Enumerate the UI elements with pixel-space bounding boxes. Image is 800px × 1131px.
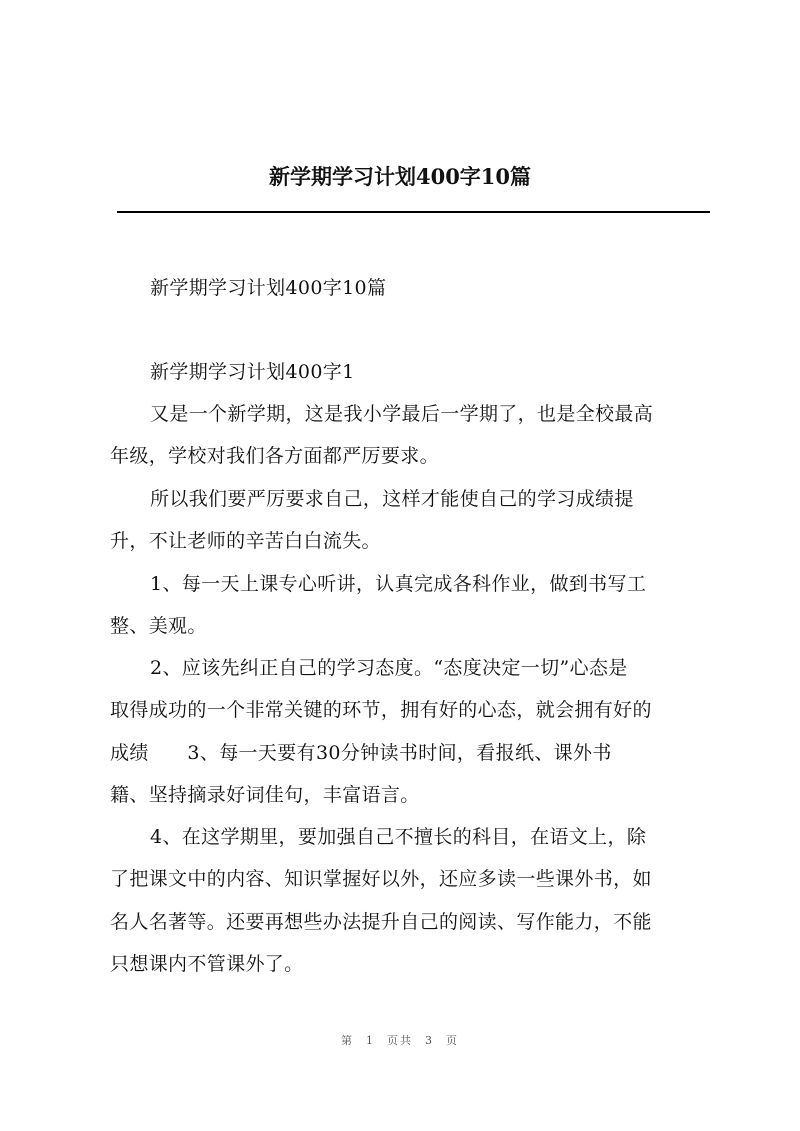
title-divider [117, 211, 710, 213]
body-line: 整、美观。 [110, 615, 207, 637]
body-line: 新学期学习计划400字1 [150, 361, 355, 383]
footer-middle: 页共 [387, 1034, 413, 1047]
footer-page-total: 3 [425, 1034, 434, 1047]
body-line: 只想课内不管课外了。 [110, 953, 304, 975]
body-line: 4、在这学期里，要加强自己不擅长的科目，在语文上，除 [150, 826, 647, 848]
body-line: 又是一个新学期，这是我小学最后一学期了，也是全校最高 [150, 403, 654, 425]
body-line: 新学期学习计划400字10篇 [150, 277, 387, 299]
body-line: 1、每一天上课专心听讲，认真完成各科作业，做到书写工 [150, 573, 647, 595]
document-title: 新学期学习计划400字10篇 [268, 164, 532, 189]
body-line: 年级，学校对我们各方面都严厉要求。 [110, 445, 439, 467]
body-line: 了把课文中的内容、知识掌握好以外，还应多读一些课外书，如 [110, 868, 652, 890]
body-line: 籍、坚持摘录好词佳句，丰富语言。 [110, 784, 420, 806]
body-line: 成绩 3、每一天要有30分钟读书时间，看报纸、课外书 [110, 742, 612, 764]
body-line: 升，不让老师的辛苦白白流失。 [110, 530, 381, 552]
body-line: 所以我们要严厉要求自己，这样才能使自己的学习成绩提 [150, 488, 634, 510]
body-line: 名人名著等。还要再想些办法提升自己的阅读、写作能力，不能 [110, 911, 652, 933]
body-line: 取得成功的一个非常关键的环节，拥有好的心态，就会拥有好的 [110, 699, 652, 721]
footer-prefix: 第 [341, 1034, 354, 1047]
page-footer [0, 1032, 800, 1048]
footer-page-number: 1 [366, 1034, 375, 1047]
footer-suffix: 页 [446, 1034, 459, 1047]
body-line: 2、应该先纠正自己的学习态度。“态度决定一切”心态是 [150, 657, 628, 679]
